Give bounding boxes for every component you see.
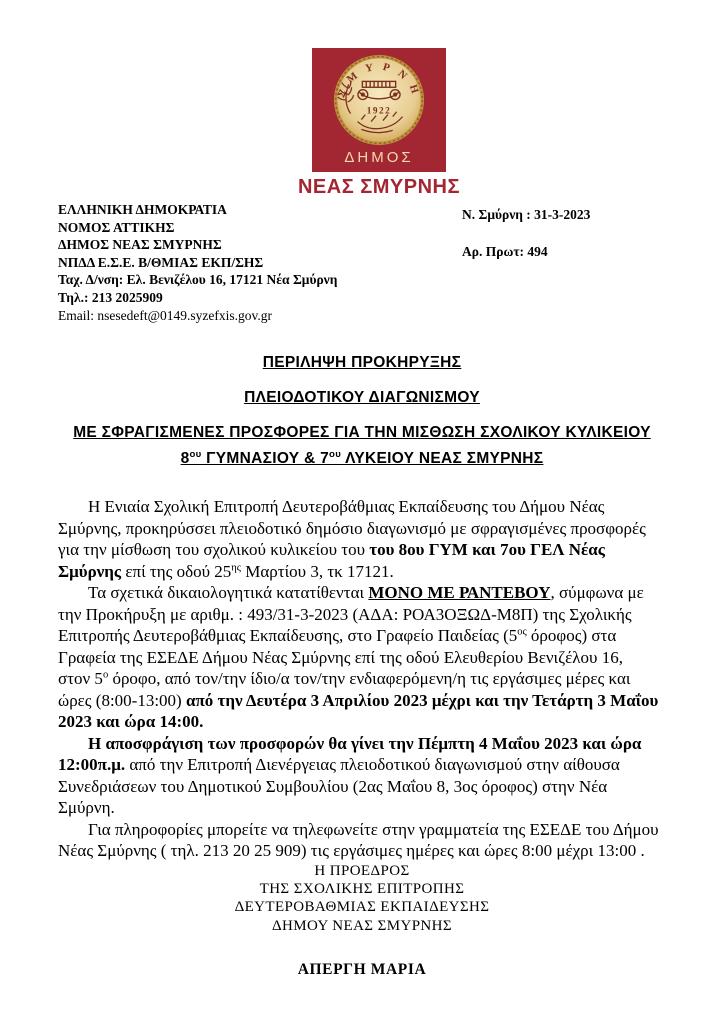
signature-line: Η ΠΡΟΕΔΡΟΣ <box>314 863 410 879</box>
signature-titles <box>0 862 724 935</box>
title-line: $8^{o\upsilon}$ ΓΥΜΝΑΣΙΟΥ & $7^{o\upsilon}$ ΛΥΚΕΙΟΥ ΝΕΑΣ ΣΜΥΡΝΗΣ <box>180 448 544 467</box>
signatory-name: ΑΠΕΡΓΗ ΜΑΡΙΑ <box>297 960 427 978</box>
seal-year: 1922 <box>366 106 392 117</box>
logo-dimos-label: ΔΗΜΟΣ <box>344 149 414 166</box>
protocol-number: Αρ. Πρωτ: 494 <box>462 243 548 259</box>
document-meta <box>462 206 590 260</box>
body-paragraph: Τα σχετικά δικαιολογητικά κατατίθενται ΜΟΝΟ ΜΕ ΡΑΝΤΕΒΟΥ, σύμφωνα με την Προκήρυξη με αριθμ. : 493/31-3-2023 (ΑΔΑ: ΡΟΑ3ΟΞΩΔ-Μ8Π) της Σχολικής Επιτροπής Δευτεροβάθμιας Εκπαίδευσης, στο Γραφείο Παιδείας ($5^{o\varsigma}$ όροφος) στα Γραφεία της ΕΣΕΔΕ Δήμου Νέας Σμύρνης επί της οδού Ελευθερίου Βενιζέλου 16, στον $5^o$ όροφο, από τον/την ίδιο/α τον/την ενδιαφερόμενη/η τις εργάσιμες μέρες και ώρες (8:00-13:00) από την Δευτέρα 3 Απριλίου 2023 μέχρι και την Τετάρτη 3 Μαΐου 2023 και ώρα 14:00. <box>58 583 659 731</box>
logo-municipality-name: ΝΕΑΣ ΣΜΥΡΝΗΣ <box>297 176 460 198</box>
body-paragraph: Για πληροφορίες μπορείτε να τηλεφωνείτε στην γραμματεία της ΕΣΕΔΕ του Δήμου Νέας Σμύρνης ( τηλ. 213 20 25 909) τις εργάσιμες ημέρες και ώρες 8:00 μέχρι 13:00 . <box>58 819 659 860</box>
body-paragraph: Η Ενιαία Σχολική Επιτροπή Δευτεροβάθμιας Εκπαίδευσης του Δήμου Νέας Σμύρνης, προκηρύσσει πλειοδοτικό δημόσιο διαγωνισμό με σφραγισμένες προσφορές για την μίσθωση του σχολικού κυλικείου του του 8ου ΓΥΜ και 7ου ΓΕΛ Νέας Σμύρνης επί της οδού $25^{\eta\varsigma}$ Μαρτίου 3, τκ 17121. <box>58 497 646 581</box>
sender-details <box>58 201 337 324</box>
title-line: ΜΕ ΣΦΡΑΓΙΣΜΕΝΕΣ ΠΡΟΣΦΟΡΕΣ ΓΙΑ ΤΗΝ ΜΙΣΘΩΣΗ ΣΧΟΛΙΚΟΥ ΚΥΛΙΚΕΙΟΥ <box>73 424 651 441</box>
municipal-seal-icon <box>332 53 426 147</box>
document-body <box>58 496 659 862</box>
sender-detail-line: ΝΠΔΔ Ε.Σ.Ε. Β/ΘΜΙΑΣ ΕΚΠ/ΣΗΣ <box>58 254 264 270</box>
signature-block <box>0 862 724 979</box>
sender-detail-line: Email: nsesedeft@0149.syzefxis.gov.gr <box>58 307 273 323</box>
title-line: ΠΛΕΙΟΔΟΤΙΚΟΥ ΔΙΑΓΩΝΙΣΜΟΥ <box>244 389 480 406</box>
seal-arc-text: ΣΜΥΡΝΗ <box>335 60 424 104</box>
title-line: ΠΕΡΙΛΗΨΗ ΠΡΟΚΗΡΥΞΗΣ <box>262 354 462 371</box>
sender-detail-line: Τηλ.: 213 2025909 <box>58 289 163 305</box>
sender-detail-line: ΔΗΜΟΣ ΝΕΑΣ ΣΜΥΡΝΗΣ <box>58 237 222 253</box>
body-paragraph: Η αποσφράγιση των προσφορών θα γίνει την Πέμπτη 4 Μαΐου 2023 και ώρα 12:00π.μ. από την Επιτροπή Διενέργειας πλειοδοτικού διαγωνισμού στην αίθουσα Συνεδριάσεων του Δημοτικού Συμβουλίου (2ας Μαΐου 8, 3ος όροφος) στην Νέα Σμύρνη. <box>58 733 642 817</box>
logo-square <box>312 48 446 172</box>
document-date: Ν. Σμύρνη : 31-3-2023 <box>462 207 591 222</box>
document-title <box>0 353 724 484</box>
sender-detail-line: Ταχ. Δ/νση: Ελ. Βενιζέλου 16, 17121 Νέα Σμύρνη <box>58 272 338 288</box>
municipality-logo <box>284 48 474 199</box>
sender-detail-line: ΕΛΛΗΝΙΚΗ ΔΗΜΟΚΡΑΤΙΑ <box>58 202 227 217</box>
signature-line: ΤΗΣ ΣΧΟΛΙΚΗΣ ΕΠΙΤΡΟΠΗΣ <box>259 881 465 898</box>
signature-line: ΔΕΥΤΕΡΟΒΑΘΜΙΑΣ ΕΚΠΑΙΔΕΥΣΗΣ <box>234 899 490 916</box>
sender-detail-line: ΝΟΜΟΣ ΑΤΤΙΚΗΣ <box>58 219 175 235</box>
signature-line: ΔΗΜΟΥ ΝΕΑΣ ΣΜΥΡΝΗΣ <box>271 917 453 934</box>
